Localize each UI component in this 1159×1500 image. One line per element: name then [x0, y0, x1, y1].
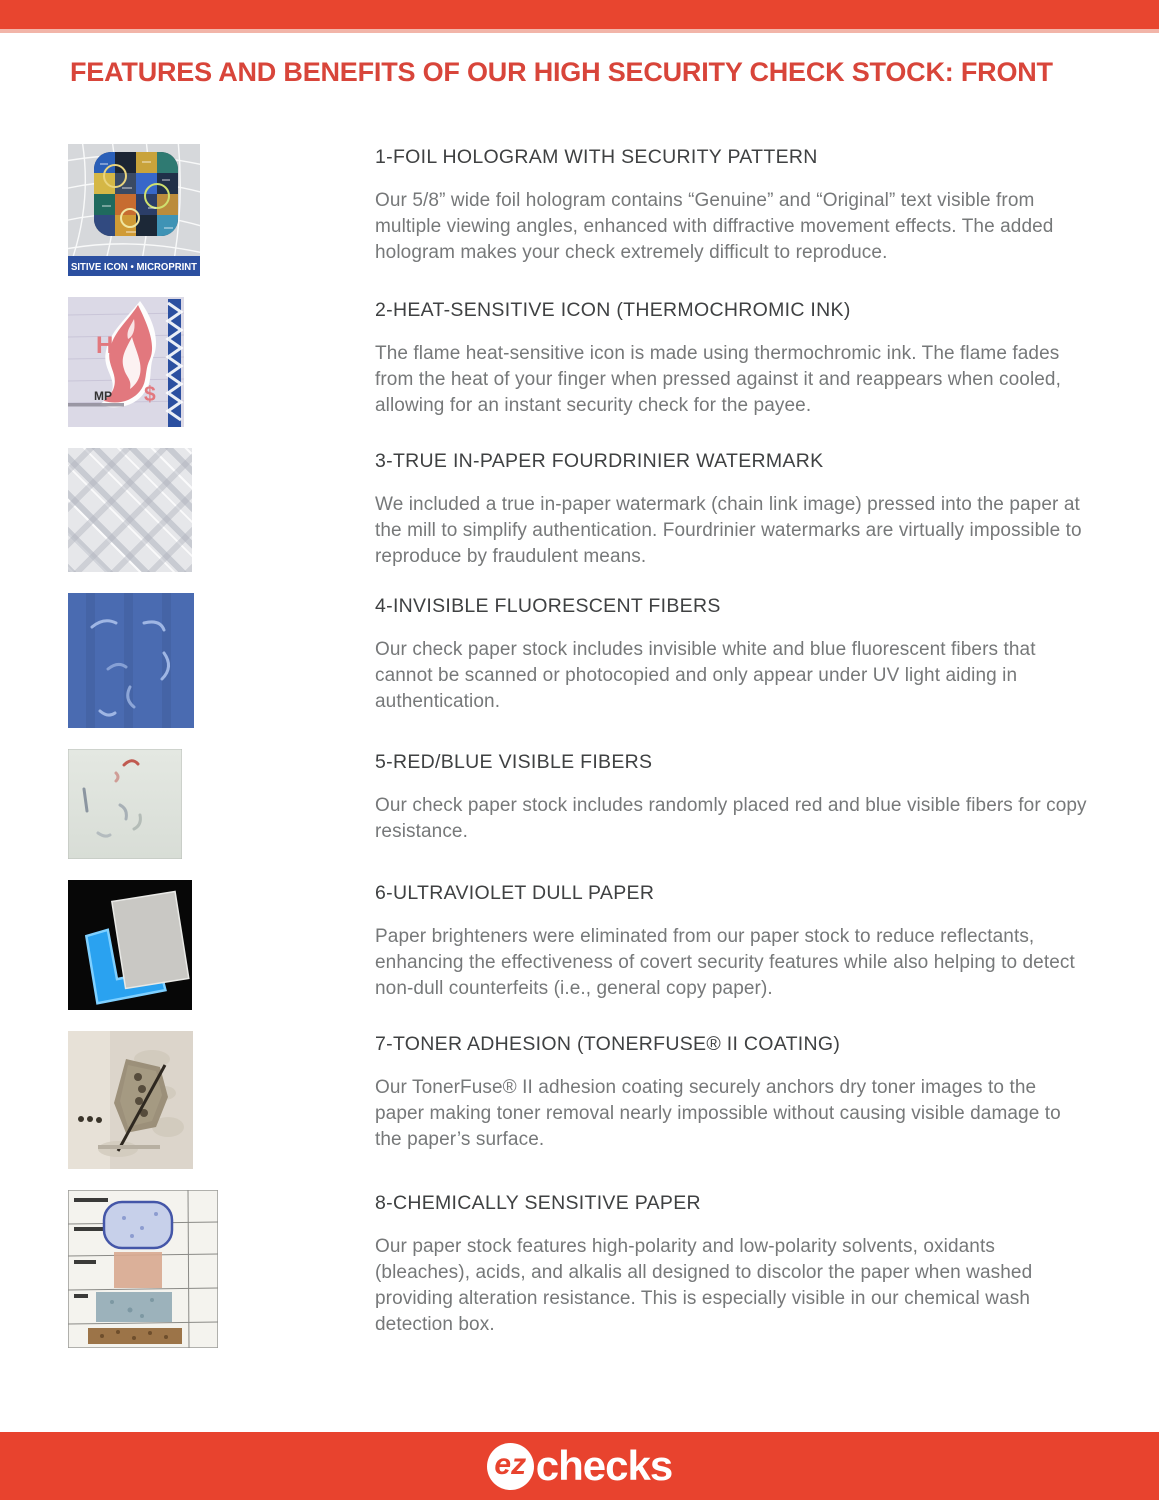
thumb-col	[68, 749, 375, 859]
feature-body: Paper brighteners were eliminated from our paper stock to reduce reflectants, enhancing the effectiveness of covert security features while also helping to detect non-dull counterfeits (i.e., general copy paper).	[375, 926, 1075, 999]
feature-body: The flame heat-sensitive icon is made using thermochromic ink. The flame fades from the heat of your finger when pressed against it and reappears when cooled, allowing for an instant security check for the payee.	[375, 343, 1061, 416]
feature-body: Our check paper stock includes randomly placed red and blue visible fibers for copy resistance.	[375, 795, 1087, 842]
fluorescent-fibers-image	[68, 593, 194, 728]
feature-section-uv-dull-paper	[68, 880, 1159, 1010]
flame-letter-dollar: $	[144, 383, 156, 406]
thumb-col	[68, 1190, 375, 1348]
illegible-micro-label	[68, 403, 124, 407]
feature-heading: 5-RED/BLUE VISIBLE FIBERS	[375, 751, 653, 773]
thumb-col	[68, 144, 375, 276]
feature-heading: 8-CHEMICALLY SENSITIVE PAPER	[375, 1192, 701, 1214]
foil-hologram-image	[68, 144, 200, 276]
feature-body: Our TonerFuse® II adhesion coating securely anchors dry toner images to the paper making toner removal nearly impossible without causing visible damage to the paper’s surface.	[375, 1077, 1061, 1150]
feature-heading: 1-FOIL HOLOGRAM WITH SECURITY PATTERN	[375, 146, 818, 168]
feature-body: Our 5/8” wide foil hologram contains “Genuine” and “Original” text visible from multiple viewing angles, enhanced with diffractive movement effects. The added hologram makes your check extremely difficult to reproduce.	[375, 190, 1054, 263]
feature-section-watermark	[68, 448, 1159, 572]
text-col	[375, 1190, 1090, 1348]
text-col	[375, 297, 1090, 427]
feature-list	[0, 144, 1159, 1348]
chemically-sensitive-paper-image	[68, 1190, 218, 1348]
flame-letter-h: H	[96, 332, 114, 359]
feature-heading: 7-TONER ADHESION (TONERFUSE® II COATING)	[375, 1033, 841, 1055]
logo-checks-text: checks	[535, 1442, 673, 1489]
toner-adhesion-image	[68, 1031, 193, 1169]
text-col	[375, 448, 1090, 572]
visible-fibers-image	[68, 749, 182, 859]
feature-section-fluorescent-fibers	[68, 593, 1159, 728]
feature-section-heat-icon	[68, 297, 1159, 427]
feature-body: Our paper stock features high-polarity and low-polarity solvents, oxidants (bleaches), acids, and alkalis all designed to discolor the paper when washed providing alteration resistance. This is especially visible in our chemical wash detection box.	[375, 1236, 1033, 1335]
feature-heading: 6-ULTRAVIOLET DULL PAPER	[375, 882, 655, 904]
feature-section-visible-fibers	[68, 749, 1159, 859]
page-title: FEATURES AND BENEFITS OF OUR HIGH SECURITY CHECK STOCK: FRONT	[70, 57, 1053, 87]
illegible-micro-label	[98, 1145, 160, 1149]
feature-body: Our check paper stock includes invisible white and blue fluorescent fibers that cannot be scanned or photocopied and only appear under UV light aiding in authentication.	[375, 639, 1036, 712]
feature-section-hologram	[68, 144, 1159, 276]
feature-heading: 2-HEAT-SENSITIVE ICON (THERMOCHROMIC INK)	[375, 299, 851, 321]
text-col	[375, 593, 1090, 728]
fourdrinier-watermark-image	[68, 448, 192, 572]
brand-logo	[487, 1443, 672, 1490]
feature-section-toner-adhesion	[68, 1031, 1159, 1169]
ultraviolet-dull-paper-image	[68, 880, 192, 1010]
oxidant-stain	[114, 1252, 162, 1288]
feature-heading: 3-TRUE IN-PAPER FOURDRINIER WATERMARK	[375, 450, 824, 472]
thumb-col	[68, 1031, 375, 1169]
thumb-col	[68, 297, 375, 427]
text-col	[375, 144, 1090, 276]
hologram-caption-text: SITIVE ICON • MICROPRINT	[71, 261, 198, 273]
text-col	[375, 749, 1090, 859]
text-col	[375, 1031, 1090, 1169]
footer-bar	[0, 1432, 1159, 1500]
thumb-col	[68, 880, 375, 1010]
text-col	[375, 880, 1090, 1010]
feature-heading: 4-INVISIBLE FLUORESCENT FIBERS	[375, 595, 721, 617]
acid-stain	[96, 1292, 172, 1322]
thumb-col	[68, 448, 375, 572]
heat-sensitive-flame-image	[68, 297, 184, 427]
solvent-stain	[104, 1202, 172, 1248]
feature-body: We included a true in-paper watermark (chain link image) pressed into the paper at the mill to simplify authentication. Fourdrinier watermarks are virtually impossible to reproduce by fraudulent means.	[375, 494, 1082, 567]
thumb-col	[68, 593, 375, 728]
top-accent-bar	[0, 0, 1159, 33]
uv-dull-paper	[112, 892, 189, 989]
mp-label: MP	[94, 389, 112, 403]
feature-section-chemical-paper	[68, 1190, 1159, 1348]
logo-ez-circle: ez	[487, 1443, 534, 1490]
